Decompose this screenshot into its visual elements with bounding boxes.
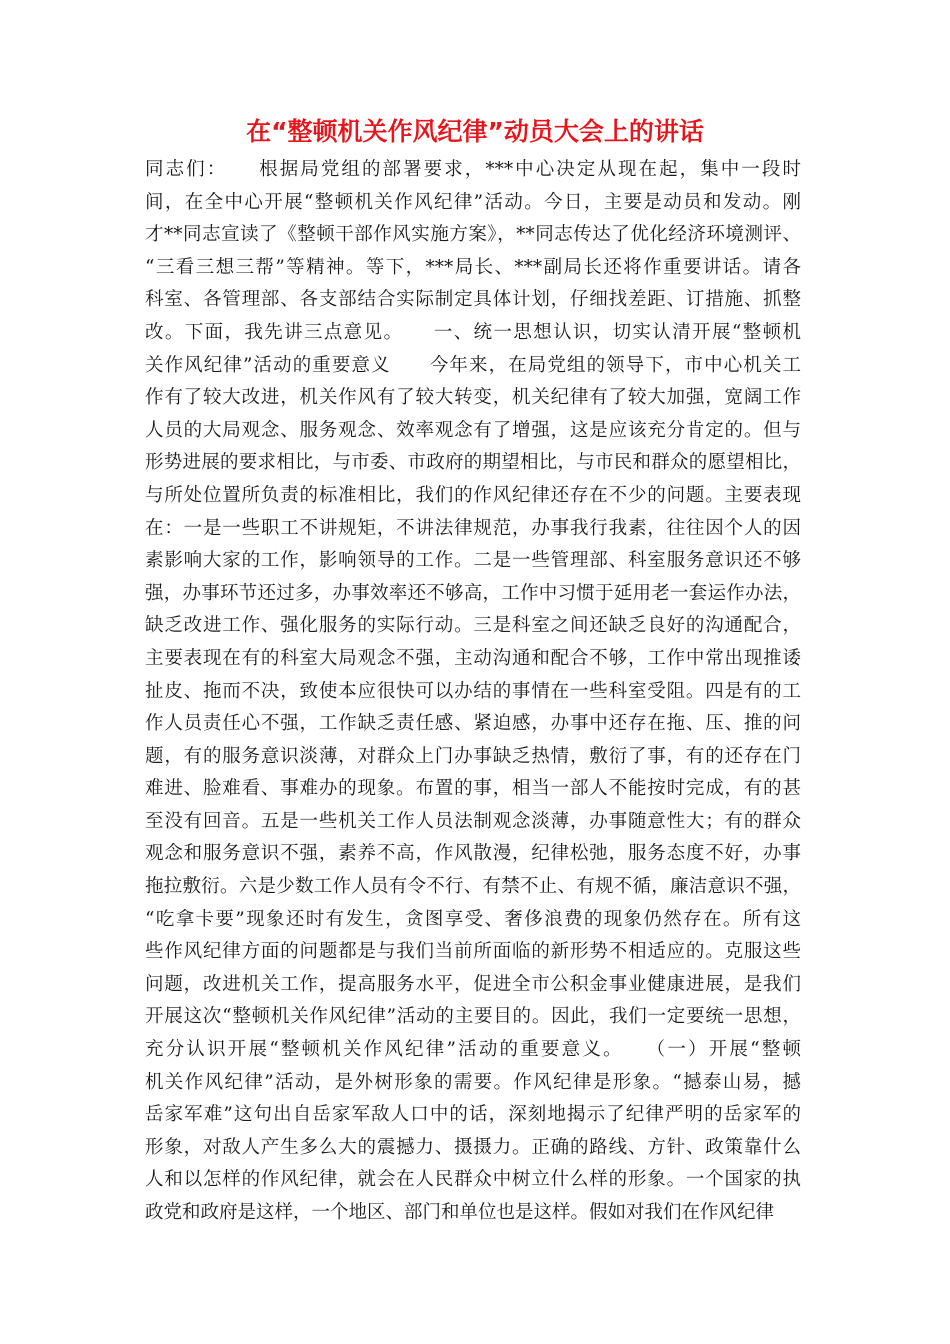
body-line: 形象，对敌人产生多么大的震撼力、摄摄力。正确的路线、方针、政策靠什么 bbox=[145, 1136, 801, 1158]
document-title: 在“整顿机关作风纪律”动员大会上的讲话 bbox=[246, 117, 704, 146]
body-line: 些作风纪律方面的问题都是与我们当前所面临的新形势不相适应的。克服这些 bbox=[145, 941, 801, 963]
document-body bbox=[145, 154, 801, 1230]
body-line: 作人员责任心不强，工作缺乏责任感、紧迫感，办事中还存在拖、压、推的问 bbox=[145, 713, 801, 735]
body-line: 扯皮、拖而不决，致使本应很快可以办结的事情在一些科室受阻。四是有的工 bbox=[145, 680, 801, 702]
body-line: 形势进展的要求相比，与市委、市政府的期望相比，与市民和群众的愿望相比， bbox=[145, 452, 801, 474]
body-line: 间，在全中心开展“整顿机关作风纪律”活动。今日，主要是动员和发动。刚 bbox=[145, 191, 801, 213]
body-line: 同志们： 根据局党组的部署要求，***中心决定从现在起，集中一段时 bbox=[145, 159, 801, 180]
body-line: 与所处位置所负责的标准相比，我们的作风纪律还存在不少的问题。主要表现 bbox=[145, 484, 801, 506]
body-line: 难进、脸难看、事难办的现象。布置的事，相当一部人不能按时完成，有的甚 bbox=[145, 778, 801, 800]
body-line: 科室、各管理部、各支部结合实际制定具体计划，仔细找差距、订措施、抓整 bbox=[145, 289, 801, 311]
body-line: 关作风纪律”活动的重要意义 今年来，在局党组的领导下，市中心机关工 bbox=[145, 354, 801, 376]
body-line: 才**同志宣读了《整顿干部作风实施方案》，**同志传达了优化经济环境测评、 bbox=[145, 224, 801, 246]
body-line: 至没有回音。五是一些机关工作人员法制观念淡薄，办事随意性大；有的群众 bbox=[145, 810, 801, 832]
body-line: 作有了较大改进，机关作风有了较大转变，机关纪律有了较大加强，宽阔工作 bbox=[145, 387, 801, 409]
body-line: 政党和政府是这样，一个地区、部门和单位也是这样。假如对我们在作风纪律 bbox=[145, 1202, 775, 1223]
body-line: 缺乏改进工作、强化服务的实际行动。三是科室之间还缺乏良好的沟通配合， bbox=[145, 615, 801, 637]
body-line: 素影响大家的工作，影响领导的工作。二是一些管理部、科室服务意识还不够 bbox=[145, 550, 801, 572]
body-line: 观念和服务意识不强，素养不高，作风散漫，纪律松弛，服务态度不好，办事 bbox=[145, 843, 801, 865]
body-line: 岳家军难”这句出自岳家军敌人口中的话，深刻地揭示了纪律严明的岳家军的 bbox=[145, 1104, 801, 1126]
body-line: 改。下面，我先讲三点意见。 一、统一思想认识，切实认清开展“整顿机 bbox=[145, 321, 801, 343]
body-line: “吃拿卡要”现象还时有发生，贪图享受、奢侈浪费的现象仍然存在。所有这 bbox=[145, 908, 801, 930]
body-line: 问题，改进机关工作，提高服务水平，促进全市公积金事业健康进展，是我们 bbox=[145, 973, 801, 995]
body-line: 机关作风纪律”活动，是外树形象的需要。作风纪律是形象。“撼泰山易，撼 bbox=[145, 1071, 801, 1093]
body-line: 充分认识开展“整顿机关作风纪律”活动的重要意义。 （一）开展“整顿 bbox=[145, 1039, 801, 1061]
body-line: 人和以怎样的作风纪律，就会在人民群众中树立什么样的形象。一个国家的执 bbox=[145, 1169, 801, 1191]
body-line: 拖拉敷衍。六是少数工作人员有令不行、有禁不止、有规不循，廉洁意识不强， bbox=[145, 876, 801, 898]
body-line: 开展这次“整顿机关作风纪律”活动的主要目的。因此，我们一定要统一思想， bbox=[145, 1006, 801, 1028]
body-line: “三看三想三帮”等精神。等下，***局长、***副局长还将作重要讲话。请各 bbox=[145, 256, 801, 278]
body-line: 强，办事环节还过多，办事效率还不够高，工作中习惯于延用老一套运作办法， bbox=[145, 582, 801, 604]
body-line: 题，有的服务意识淡薄，对群众上门办事缺乏热情，敷衍了事，有的还存在门 bbox=[145, 745, 801, 767]
body-line: 主要表现在有的科室大局观念不强，主动沟通和配合不够，工作中常出现推诿 bbox=[145, 647, 801, 669]
body-line: 人员的大局观念、服务观念、效率观念有了增强，这是应该充分肯定的。但与 bbox=[145, 419, 801, 441]
body-line: 在：一是一些职工不讲规矩，不讲法律规范，办事我行我素，往往因个人的因 bbox=[145, 517, 801, 539]
